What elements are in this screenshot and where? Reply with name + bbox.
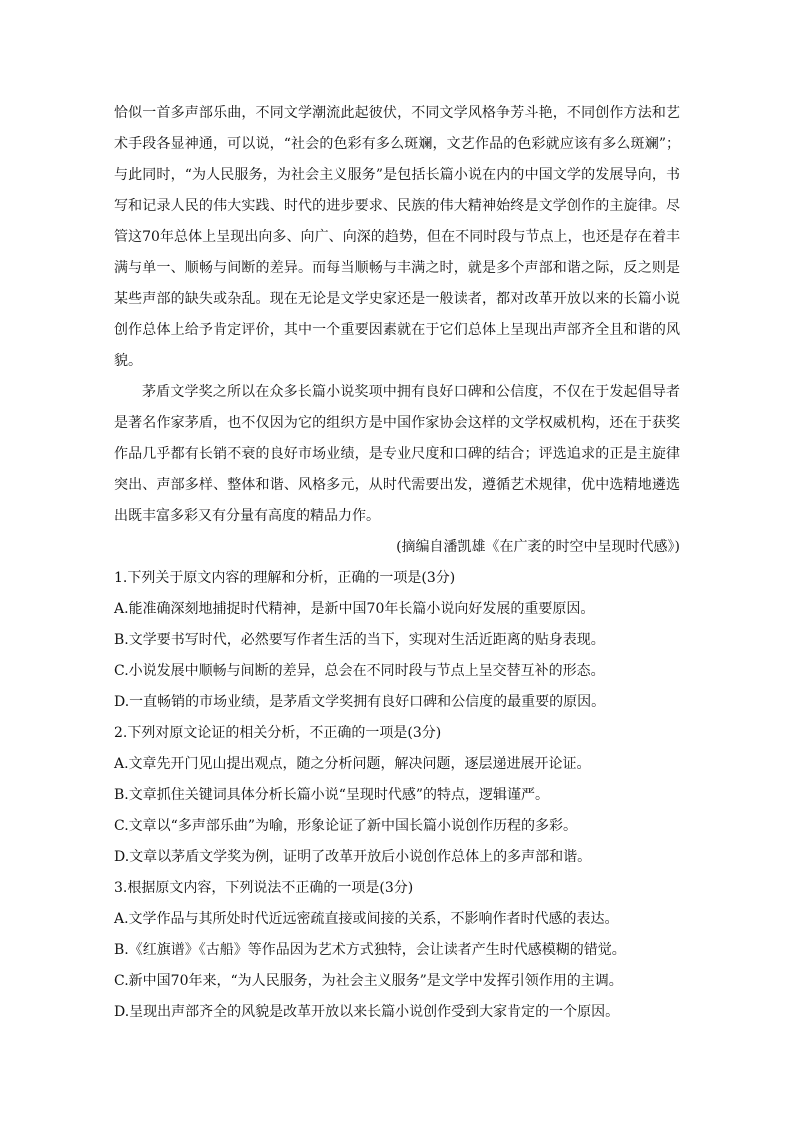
option-c: C.小说发展中顺畅与间断的差异，总会在不同时段与节点上呈交替互补的形态。 (114, 663, 605, 679)
question-stem: 1.下列关于原文内容的理解和分析，正确的一项是(3分) (114, 570, 456, 586)
option-d: D.一直畅销的市场业绩，是茅盾文学奖拥有良好口碑和公信度的最重要的原因。 (114, 694, 606, 710)
article-paragraph-1: 恰似一首多声部乐曲，不同文学潮流此起彼伏，不同文学风格争芳斗艳，不同创作方法和艺术手段各显神通，可以说，“社会的色彩有多么斑斓，文艺作品的色彩就应该有多么斑斓”；与此同时，“为人民服务，为社会主义服务”是包括长篇小说在内的中国文学的发展导向，书写和记录人民的伟大实践、时代的进步要求、民族的伟大精神始终是文学创作的主旋律。尽管这70年总体上呈现出向多、向广、向深的趋势，但在不同时段与节点上，也还是存在着丰满与单一、顺畅与间断的差异。而每当顺畅与丰满之时，就是多个声部和谐之际，反之则是某些声部的缺失或杂乱。现在无论是文学史家还是一般读者，都对改革开放以来的长篇小说创作总体上给予肯定评价，其中一个重要因素就在于它们总体上呈现出声部齐全且和谐的风貌。 (114, 105, 680, 369)
article-paragraph-2: 茅盾文学奖之所以在众多长篇小说奖项中拥有良好口碑和公信度，不仅在于发起倡导者是著名作家茅盾，也不仅因为它的组织方是中国作家协会这样的文学权威机构，还在于获奖作品几乎都有长销不衰的良好市场业绩，是专业尺度和口碑的结合；评选追求的正是主旋律突出、声部多样、整体和谐、风格多元，从时代需要出发，遵循艺术规律，优中选精地遴选出既丰富多彩又有分量有高度的精品力作。 (114, 384, 680, 524)
option-d: D.文章以茅盾文学奖为例，证明了改革开放后小说创作总体上的多声部和谐。 (114, 849, 592, 865)
question-stem: 2.下列对原文论证的相关分析，不正确的一项是(3分) (114, 725, 442, 741)
option-a: A.文章先开门见山提出观点，随之分析问题，解决问题，逐层递进展开论证。 (114, 756, 591, 772)
option-d: D.呈现出声部齐全的风貌是改革开放以来长篇小说创作受到大家肯定的一个原因。 (114, 1004, 620, 1020)
option-c: C.文章以“多声部乐曲”为喻，形象论证了新中国长篇小说创作历程的多彩。 (114, 818, 577, 834)
article-source: (摘编自潘凯雄《在广袤的时空中呈现时代感》) (396, 539, 680, 555)
question-1 (114, 563, 680, 718)
question-2 (114, 718, 680, 873)
option-a: A.能准确深刻地捕捉时代精神，是新中国70年长篇小说向好发展的重要原因。 (114, 601, 595, 617)
option-b: B.文学要书写时代，必然要写作者生活的当下，实现对生活近距离的贴身表现。 (114, 632, 605, 648)
page-content (114, 98, 680, 1028)
option-c: C.新中国70年来，“为人民服务，为社会主义服务”是文学中发挥引领作用的主调。 (114, 973, 623, 989)
option-b: B.《红旗谱》《古船》等作品因为艺术方式独特，会让读者产生时代感模糊的错觉。 (114, 942, 626, 958)
question-3 (114, 873, 680, 1028)
option-b: B.文章抓住关键词具体分析长篇小说“呈现时代感”的特点，逻辑谨严。 (114, 787, 550, 803)
question-stem: 3.根据原文内容，下列说法不正确的一项是(3分) (114, 880, 414, 896)
option-a: A.文学作品与其所处时代近远密疏直接或间接的关系，不影响作者时代感的表达。 (114, 911, 619, 927)
